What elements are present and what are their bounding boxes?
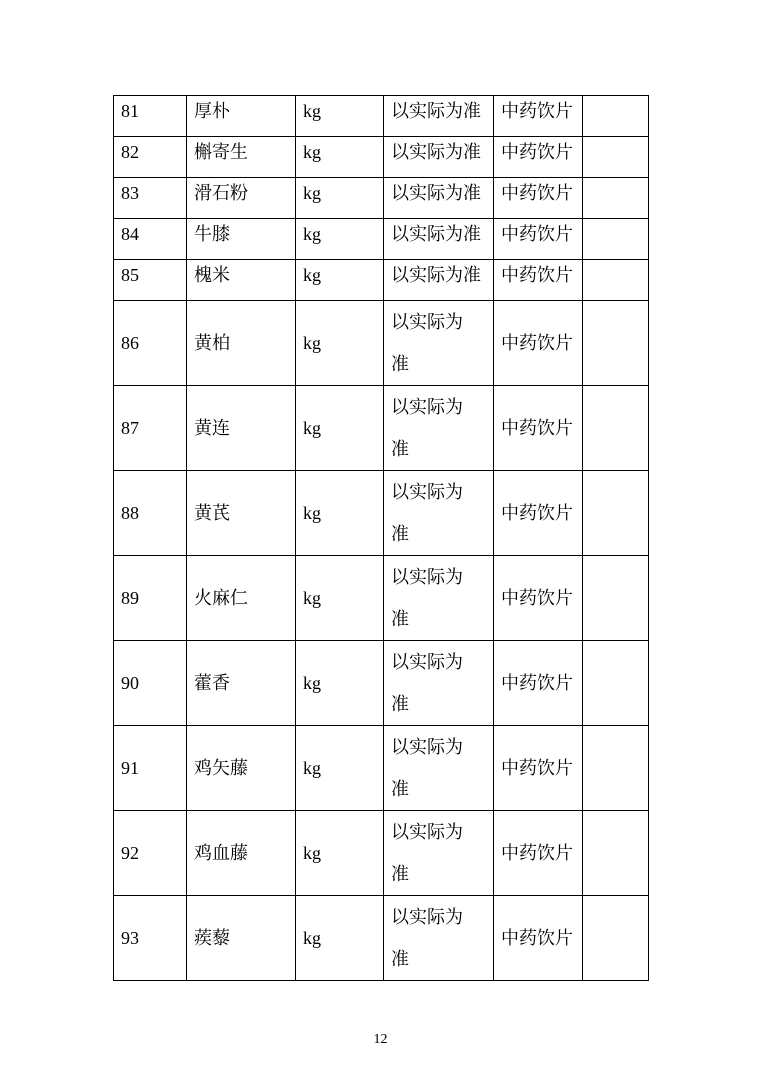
cell-text-index: 87 (121, 418, 139, 438)
cell-note (583, 137, 649, 178)
cell-text-name: 鸡矢藤 (194, 758, 248, 778)
cell-name (187, 386, 296, 471)
cell-category (494, 471, 583, 556)
cell-text-name: 黄芪 (194, 503, 230, 523)
cell-unit (296, 260, 384, 301)
cell-text-category: 中药饮片 (501, 333, 573, 353)
cell-spec (384, 178, 494, 219)
items-table (113, 95, 649, 981)
cell-category (494, 811, 583, 896)
table-row (114, 137, 649, 178)
cell-index (114, 301, 187, 386)
cell-index (114, 471, 187, 556)
cell-text-index: 90 (121, 673, 139, 693)
cell-text-category: 中药饮片 (501, 101, 573, 121)
cell-name (187, 96, 296, 137)
cell-category (494, 556, 583, 641)
cell-text-index: 88 (121, 503, 139, 523)
cell-note (583, 471, 649, 556)
cell-index (114, 260, 187, 301)
cell-text-unit: kg (303, 928, 321, 948)
cell-index (114, 386, 187, 471)
cell-spec (384, 471, 494, 556)
cell-note (583, 178, 649, 219)
table-row (114, 178, 649, 219)
cell-text-unit: kg (303, 265, 321, 285)
cell-unit (296, 641, 384, 726)
cell-text-name: 黄连 (194, 418, 230, 438)
cell-name (187, 471, 296, 556)
table-row (114, 260, 649, 301)
cell-text-spec: 以实际为准 (391, 224, 481, 244)
cell-category (494, 641, 583, 726)
cell-index (114, 641, 187, 726)
table-row (114, 219, 649, 260)
cell-text-category: 中药饮片 (501, 588, 573, 608)
cell-unit (296, 471, 384, 556)
page-number: 12 (373, 1032, 388, 1047)
cell-index (114, 556, 187, 641)
cell-note (583, 641, 649, 726)
table-row (114, 471, 649, 556)
cell-category (494, 301, 583, 386)
cell-unit (296, 96, 384, 137)
cell-text-spec: 以实际为准 (391, 142, 481, 162)
table-row (114, 301, 649, 386)
cell-text-index: 89 (121, 588, 139, 608)
cell-index (114, 726, 187, 811)
cell-spec (384, 96, 494, 137)
cell-name (187, 726, 296, 811)
cell-unit (296, 301, 384, 386)
cell-unit (296, 556, 384, 641)
cell-category (494, 178, 583, 219)
cell-spec (384, 260, 494, 301)
cell-text-unit: kg (303, 333, 321, 353)
cell-text-unit: kg (303, 843, 321, 863)
table-row (114, 811, 649, 896)
cell-category (494, 137, 583, 178)
cell-unit (296, 386, 384, 471)
cell-unit (296, 896, 384, 981)
cell-text-unit: kg (303, 418, 321, 438)
cell-text-spec: 以实际为准 (391, 397, 463, 459)
cell-note (583, 301, 649, 386)
cell-text-spec: 以实际为准 (391, 312, 463, 374)
cell-name (187, 219, 296, 260)
cell-index (114, 137, 187, 178)
cell-unit (296, 811, 384, 896)
cell-spec (384, 556, 494, 641)
cell-text-spec: 以实际为准 (391, 737, 463, 799)
cell-name (187, 896, 296, 981)
cell-category (494, 219, 583, 260)
table-row (114, 896, 649, 981)
cell-text-index: 85 (121, 265, 139, 285)
cell-spec (384, 219, 494, 260)
cell-spec (384, 811, 494, 896)
cell-text-spec: 以实际为准 (391, 652, 463, 714)
cell-text-spec: 以实际为准 (391, 567, 463, 629)
cell-text-index: 81 (121, 101, 139, 121)
cell-text-spec: 以实际为准 (391, 101, 481, 121)
cell-text-unit: kg (303, 142, 321, 162)
cell-text-category: 中药饮片 (501, 758, 573, 778)
cell-text-category: 中药饮片 (501, 843, 573, 863)
cell-unit (296, 137, 384, 178)
cell-unit (296, 726, 384, 811)
cell-unit (296, 219, 384, 260)
cell-spec (384, 641, 494, 726)
cell-index (114, 811, 187, 896)
cell-text-category: 中药饮片 (501, 673, 573, 693)
cell-note (583, 96, 649, 137)
cell-text-index: 86 (121, 333, 139, 353)
cell-name (187, 137, 296, 178)
cell-text-category: 中药饮片 (501, 224, 573, 244)
cell-text-category: 中药饮片 (501, 418, 573, 438)
cell-spec (384, 726, 494, 811)
cell-note (583, 811, 649, 896)
table-row (114, 386, 649, 471)
cell-note (583, 896, 649, 981)
cell-category (494, 260, 583, 301)
table-row (114, 641, 649, 726)
cell-text-spec: 以实际为准 (391, 907, 463, 969)
cell-category (494, 726, 583, 811)
cell-text-unit: kg (303, 758, 321, 778)
table-row (114, 726, 649, 811)
cell-index (114, 219, 187, 260)
table-row (114, 96, 649, 137)
cell-note (583, 726, 649, 811)
cell-category (494, 96, 583, 137)
cell-name (187, 811, 296, 896)
cell-name (187, 178, 296, 219)
cell-note (583, 556, 649, 641)
cell-index (114, 896, 187, 981)
cell-text-unit: kg (303, 224, 321, 244)
cell-text-spec: 以实际为准 (391, 183, 481, 203)
table-row (114, 556, 649, 641)
cell-text-name: 槐米 (194, 265, 230, 285)
cell-name (187, 260, 296, 301)
cell-text-name: 蒺藜 (194, 928, 230, 948)
cell-text-category: 中药饮片 (501, 503, 573, 523)
cell-text-index: 91 (121, 758, 139, 778)
cell-spec (384, 301, 494, 386)
cell-note (583, 260, 649, 301)
cell-text-unit: kg (303, 183, 321, 203)
cell-text-name: 鸡血藤 (194, 843, 248, 863)
cell-text-unit: kg (303, 673, 321, 693)
cell-note (583, 219, 649, 260)
cell-text-category: 中药饮片 (501, 183, 573, 203)
cell-text-unit: kg (303, 101, 321, 121)
cell-text-unit: kg (303, 503, 321, 523)
cell-text-category: 中药饮片 (501, 142, 573, 162)
cell-text-spec: 以实际为准 (391, 482, 463, 544)
cell-spec (384, 137, 494, 178)
cell-index (114, 178, 187, 219)
cell-text-name: 槲寄生 (194, 142, 248, 162)
cell-text-name: 火麻仁 (194, 588, 248, 608)
cell-text-index: 93 (121, 928, 139, 948)
cell-name (187, 556, 296, 641)
cell-index (114, 96, 187, 137)
cell-unit (296, 178, 384, 219)
cell-spec (384, 386, 494, 471)
cell-name (187, 641, 296, 726)
cell-text-name: 厚朴 (194, 101, 230, 121)
cell-text-spec: 以实际为准 (391, 265, 481, 285)
cell-name (187, 301, 296, 386)
cell-spec (384, 896, 494, 981)
cell-category (494, 896, 583, 981)
cell-text-name: 滑石粉 (194, 183, 248, 203)
cell-text-name: 藿香 (194, 673, 230, 693)
cell-text-category: 中药饮片 (501, 928, 573, 948)
cell-text-index: 92 (121, 843, 139, 863)
cell-text-name: 牛膝 (194, 224, 230, 244)
cell-note (583, 386, 649, 471)
cell-text-index: 83 (121, 183, 139, 203)
cell-text-spec: 以实际为准 (391, 822, 463, 884)
cell-text-unit: kg (303, 588, 321, 608)
cell-text-index: 82 (121, 142, 139, 162)
cell-text-index: 84 (121, 224, 139, 244)
cell-category (494, 386, 583, 471)
items-table-body (114, 96, 649, 981)
cell-text-category: 中药饮片 (501, 265, 573, 285)
cell-text-name: 黄柏 (194, 333, 230, 353)
